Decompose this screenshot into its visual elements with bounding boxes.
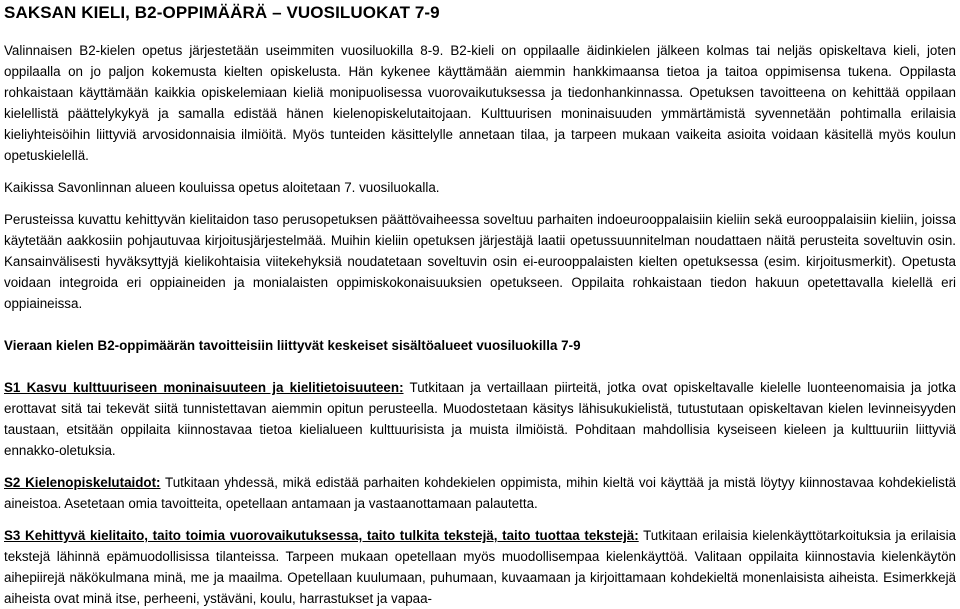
content-area-text: Tutkitaan yhdessä, mikä edistää parhaiten kohdekielen oppimista, mihin kieltä voi käyttää ja mistä löytyy kiinnostavaa kohdekielistä aineistoa. Asetetaan omia tavoitteita, opetellaan antamaan ja vastaanottamaan palautetta. — [4, 475, 956, 511]
content-area-text: Tutkitaan ja vertaillaan piirteitä, jotka ovat opiskeltavalle kielelle luonteenomaisia ja jotka erottavat sitä tai tekevät siitä tunnistettavan aiemmin opitun perusteella. Muodostetaan käsitys lähisukukielistä, tutustutaan opiskeltavan kielen levinneisyyden taustaan, etsitään oppilaita kiinnostavaa tietoa kielialueen kulttuurisista ja muista ilmiöistä. Pohditaan mahdollisia kyseiseen kieleen ja kulttuuriin liittyviä ennakko-oletuksia. — [4, 380, 956, 458]
content-area-s1 — [4, 377, 956, 461]
content-area-s2 — [4, 472, 956, 514]
section-heading: Vieraan kielen B2-oppimäärän tavoitteisiin liittyvät keskeiset sisältöalueet vuosiluokilla 7-9 — [4, 338, 581, 353]
content-area-text: Tutkitaan erilaisia kielenkäyttötarkoituksia ja erilaisia tekstejä lähinnä epämuodollisissa tilanteissa. Tarpeen mukaan opetellaan myös muodollisempaa kielenkäyttöä. Valitaan oppilaita kiinnostavia kielenkäytön aihepiirejä näkökulmana minä, me ja maailma. Opetellaan kuulumaan, puhumaan, kuvaamaan ja kirjoittamaan kohdekieltä monenlaisista aiheista. Esimerkkejä aiheista ovat minä itse, perheeni, ystäväni, koulu, harrastukset ja vapaa- — [4, 528, 957, 606]
content-area-label: S1 Kasvu kulttuuriseen moninaisuuteen ja kielitietoisuuteen: — [4, 380, 404, 395]
content-area-label: S2 Kielenopiskelutaidot: — [4, 475, 161, 490]
page-title: SAKSAN KIELI, B2-OPPIMÄÄRÄ – VUOSILUOKAT 7-9 — [4, 3, 440, 22]
intro-paragraph-3: Perusteissa kuvattu kehittyvän kielitaidon taso perusopetuksen päättövaiheessa soveltuu parhaiten indoeurooppalaisiin kieliin sekä eurooppalaisiin kieliin, joissa käytetään aakkosiin pohjautuvaa kirjoitusjärjestelmää. Muihin kieliin opetuksen järjestäjä laatii opetussuunnitelman noudattaen näitä perusteita soveltuvin osin. Kansainvälisesti hyväksyttyjä kielikohtaisia viitekehyksiä noudatetaan soveltuvin osin ei-eurooppalaisten kielten opetuksessa (esim. kirjoitusmerkit). Opetusta voidaan integroida eri oppiaineiden ja monialaisten oppimiskokonaisuuksien opetukseen. Oppilaita rohkaistaan tiedon hakuun opetettavalla kielellä eri oppiaineissa. — [4, 212, 956, 311]
content-area-label: S3 Kehittyvä kielitaito, taito toimia vuorovaikutuksessa, taito tulkita tekstejä, taito tuottaa tekstejä: — [4, 528, 639, 543]
content-area-s3 — [4, 525, 956, 609]
intro-paragraph-2: Kaikissa Savonlinnan alueen kouluissa opetus aloitetaan 7. vuosiluokalla. — [4, 180, 440, 195]
intro-paragraph-1: Valinnaisen B2-kielen opetus järjestetään useimmiten vuosiluokilla 8-9. B2-kieli on oppilaalle äidinkielen jälkeen kolmas tai neljäs opiskeltava kieli, joten oppilaalla on jo paljon kokemusta kielten opiskelusta. Hän kykenee käyttämään aiemmin hankkimaansa tietoa ja taitoa oppimisensa tukena. Oppilasta rohkaistaan käyttämään kaikkia opiskelemiaan kieliä monipuolisessa vuorovaikutuksessa ja tiedonhankinnassa. Opetuksen tavoitteena on kehittää oppilaan kielellistä päättelykykyä ja samalla edistää hänen kielenopiskelutaitojaan. Kulttuurisen moninaisuuden ymmärtämistä syvennetään pohtimalla erilaisia kieliyhteisöihin liittyviä arvosidonnaisia ilmiöitä. Myös tunteiden käsittelylle annetaan tilaa, ja tarpeen mukaan vaikeita asioita voidaan käsitellä myös koulun opetuskielellä. — [4, 43, 956, 163]
